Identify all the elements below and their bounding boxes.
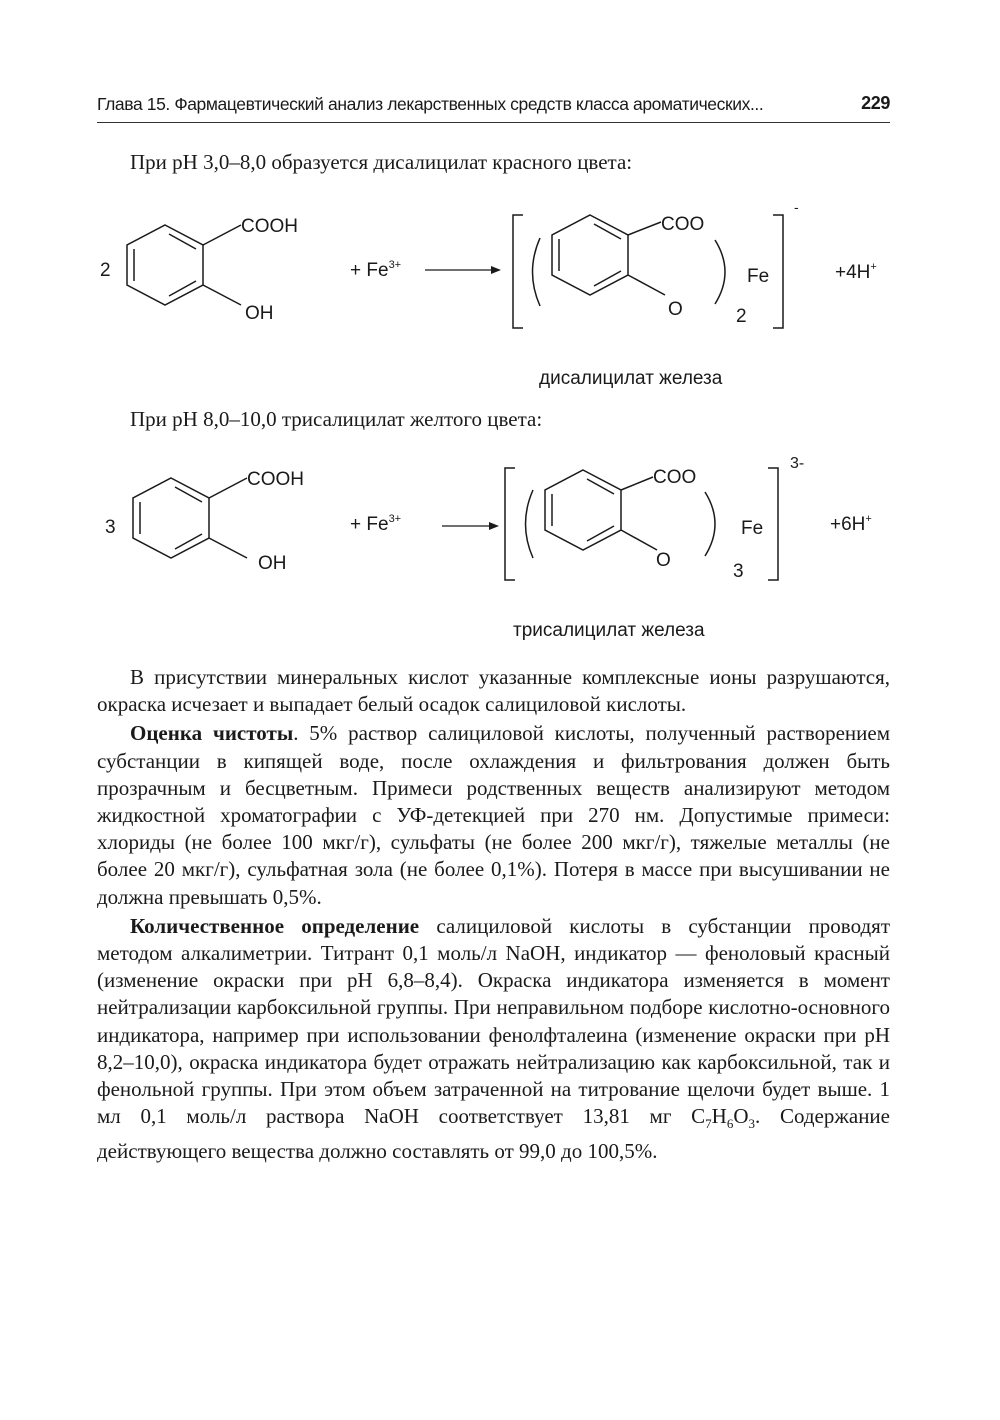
reaction2-ligand-count: 3: [733, 561, 744, 582]
reaction2-arrow: [442, 522, 499, 530]
page-number: 229: [861, 93, 890, 113]
reaction1-fe-label: Fe: [747, 266, 770, 287]
body-text: [97, 664, 890, 1165]
reaction1-caption: При pH 3,0–8,0 образуется дисалицилат красного цвета:: [130, 150, 633, 174]
paragraph-complex-ions: В присутствии минеральных кислот указанные комплексные ионы разрушаются, окраска исчезает и выпадает белый осадок салициловой кислоты.: [97, 665, 890, 717]
salicylic-acid-structure-2: [133, 478, 247, 558]
reaction2-coo-label: COO: [653, 467, 697, 488]
purity-heading: Оценка чистоты: [130, 721, 294, 746]
reaction1-complex-charge: -: [794, 200, 799, 215]
reaction2-o-label: O: [656, 550, 671, 571]
reaction1-coo-label: COO: [661, 214, 705, 235]
chapter-title: Глава 15. Фармацевтический анализ лекарственных средств класса ароматических...: [97, 94, 764, 114]
reaction2-coefficient: 3: [105, 517, 116, 538]
reaction2-scheme: [95, 450, 895, 600]
reaction2-oh-label: OH: [258, 553, 287, 574]
reaction2-product-name: трисалицилат железа: [513, 620, 705, 641]
paragraph-purity: Оценка чистоты. 5% раствор салициловой кислоты, полученный растворением субстанции в кипящей воде, после охлаждения и фильтрования должен быть прозрачным и бесцветным. Примеси родственных веществ анализируют методом жидкостной хроматографии с УФ-детекцией при 270 нм. Допустимые примеси: хлориды (не более 100 мкг/г), сульфаты (не более 200 мкг/г), тяжелые металлы (не более 20 мкг/г), сульфатная зола (не более 0,1%). Потеря в массе при высушивании не должна превышать 0,5%.: [97, 721, 891, 909]
reaction2-caption: При pH 8,0–10,0 трисалицилат желтого цвета:: [130, 407, 543, 431]
paragraph-assay: Количественное определение салициловой кислоты в субстанции проводят методом алкалиметрии. Титрант 0,1 моль/л NaOH, индикатор — феноловый красный (изменение окраски при pH 6,8–8,4). Окраска индикатора изменяется в момент нейтрализации карбоксильной группы. При неправильном подборе кислотно-основного индикатора, например при использовании фенолфталеина (изменение окраски при pH 8,2–10,0), окраска индикатора будет отражать нейтрализацию как карбоксильной, так и фенольной группы. При этом объем затраченной на титрование щелочи будет выше. 1 мл 0,1 моль/л раствора NaOH соответствует 13,81 мг $C_7H_6O_3$. Содержание действующего вещества должно составлять от 99,0 до 100,5%.: [97, 913, 890, 1163]
reaction1-product-name: дисалицилат железа: [539, 368, 723, 389]
reaction2-complex-charge: 3-: [790, 455, 805, 472]
running-header: [97, 92, 890, 123]
reaction1-coefficient: 2: [100, 260, 111, 281]
reaction1-arrow: [425, 266, 501, 274]
reaction2-fe-label: Fe: [741, 518, 764, 539]
reaction1-ligand-count: 2: [736, 306, 747, 327]
reaction2-cooh-label: COOH: [247, 469, 304, 490]
reaction1-o-label: O: [668, 299, 683, 320]
reaction1-plus-fe: + $Fe^{3+}$: [350, 259, 402, 281]
reaction1-scheme: [95, 200, 895, 350]
reaction1-protons: +4H+: [835, 261, 877, 283]
salicylic-acid-structure-1: [127, 225, 241, 305]
reaction1-oh-label: OH: [245, 303, 274, 324]
reaction2-protons: +6H+: [830, 513, 872, 535]
reaction1-cooh-label: COOH: [241, 216, 298, 237]
reaction2-plus-fe: + $Fe^{3+}$: [350, 513, 402, 535]
assay-heading: Количественное определение: [130, 913, 420, 938]
